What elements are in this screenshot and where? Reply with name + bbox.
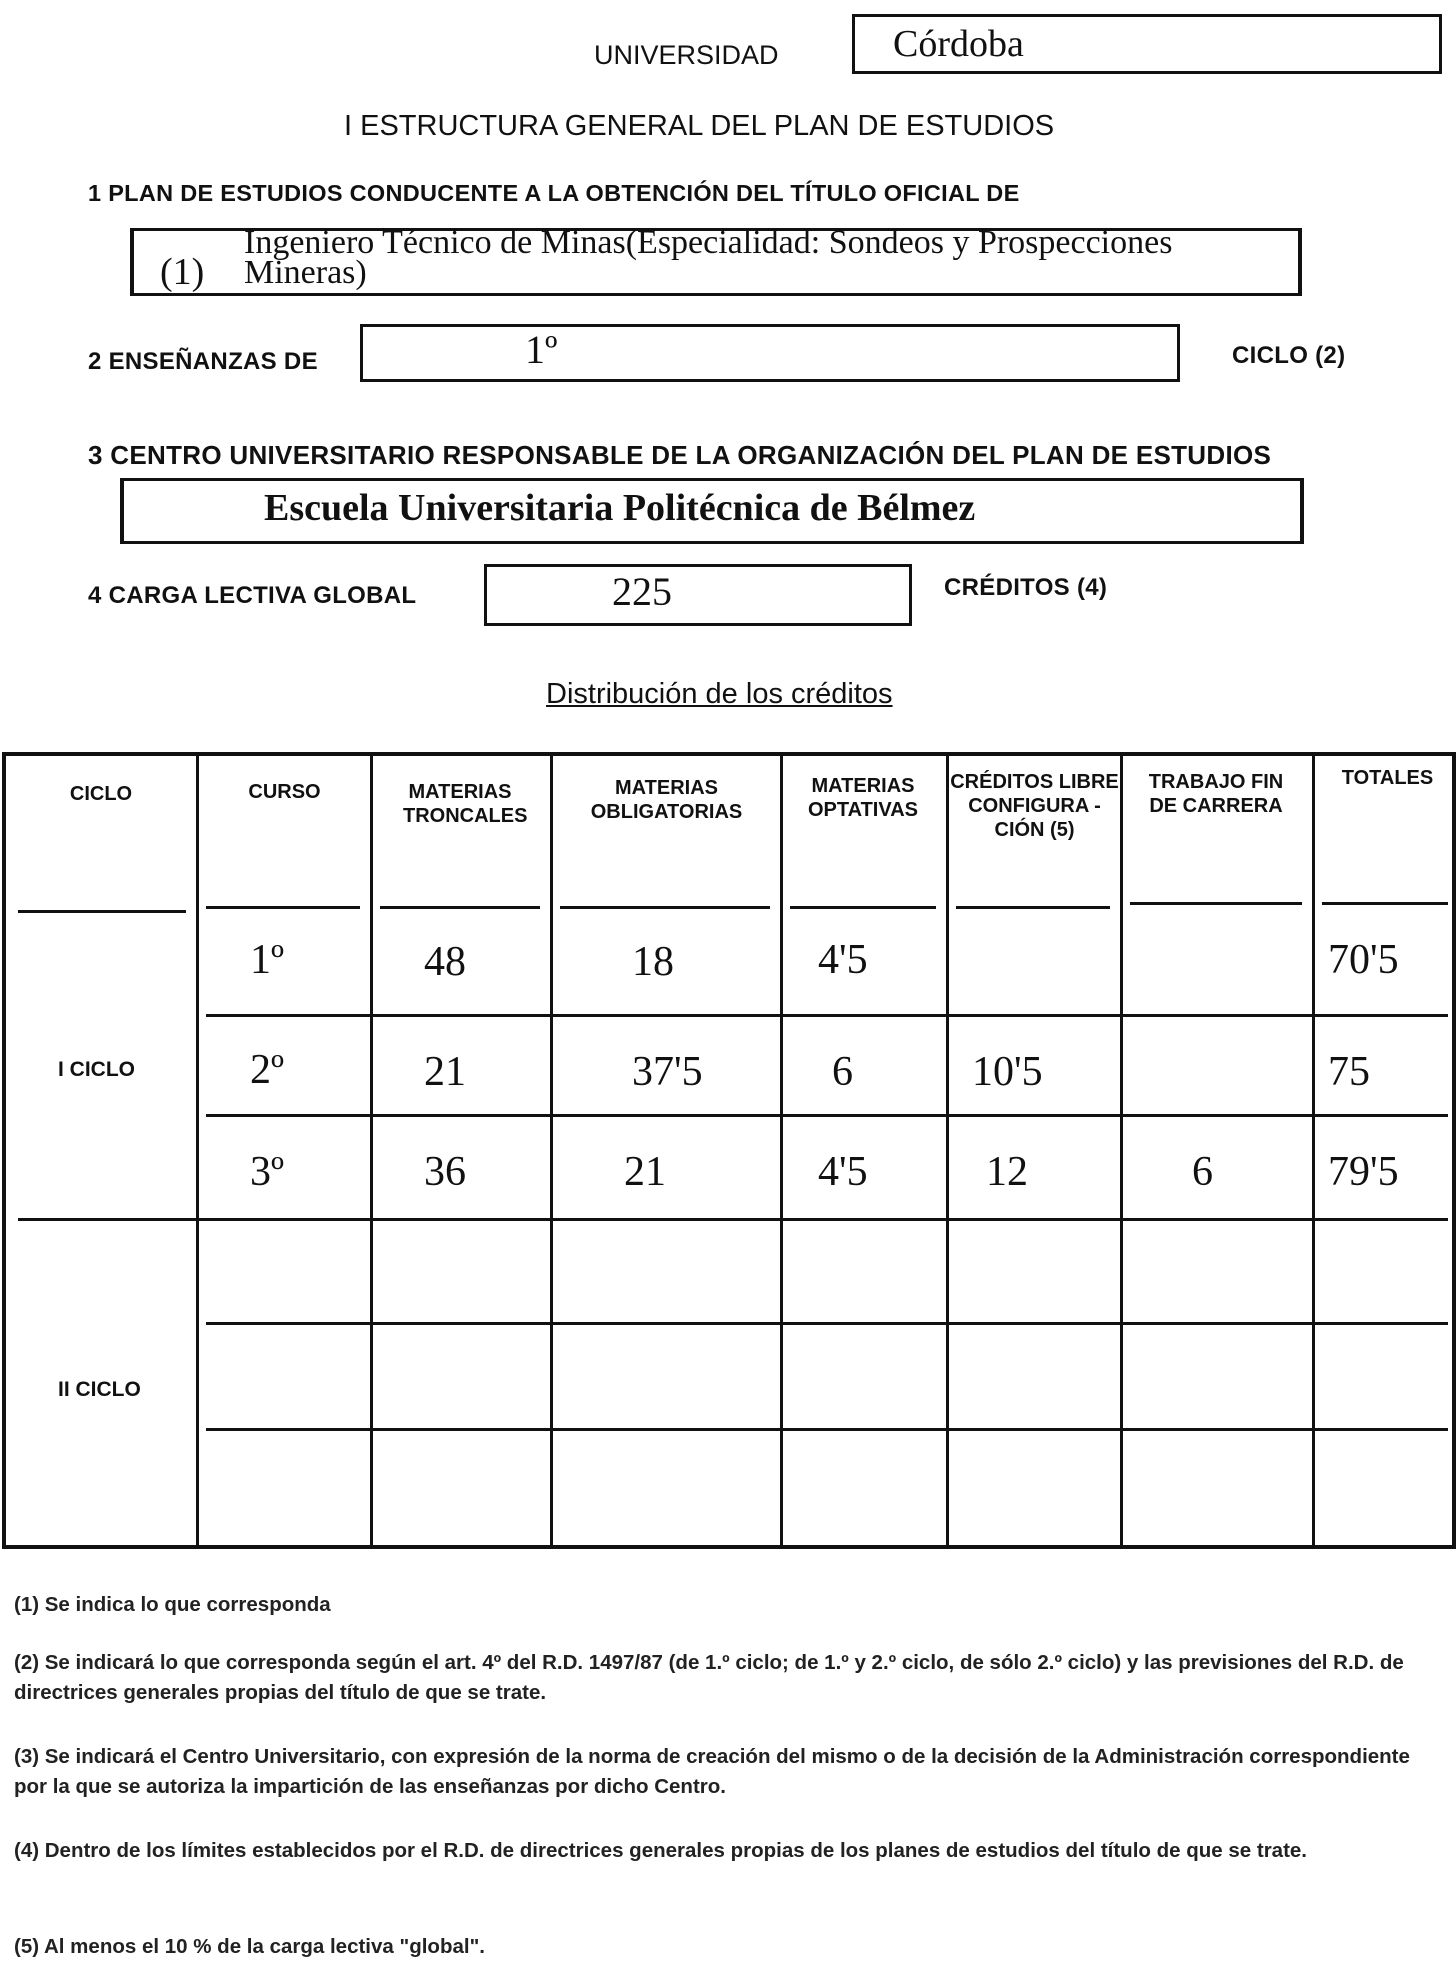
header-curso: CURSO [248, 781, 321, 803]
row-rule [206, 1014, 1448, 1017]
cell-curso: 3º [250, 1149, 285, 1195]
cell-libre: 10'5 [972, 1049, 1043, 1095]
universidad-label: UNIVERSIDAD [594, 40, 779, 70]
carga-value: 225 [612, 569, 672, 614]
universidad-value: Córdoba [893, 23, 1024, 65]
header-rule [380, 906, 540, 909]
ensenanzas-label: 2 ENSEÑANZAS DE [88, 348, 318, 375]
cell-libre: 12 [986, 1149, 1028, 1195]
footnote-2: (2) Se indicará lo que corresponda según el art. 4º del R.D. 1497/87 (de 1.º ciclo; de 1.º y 2.º ciclo, de sólo 2.º ciclo) y las previsiones del R.D. de directrices generales propias del título de que se trate. [14, 1651, 1404, 1704]
cell-curso: 2º [250, 1047, 285, 1093]
header-trabajo: TRABAJO FIN DE CARRERA [1148, 771, 1284, 817]
titulo-value: Ingeniero Técnico de Minas(Especialidad: Sondeos y Prospecciones Mineras) [244, 224, 1173, 291]
header-rule [560, 906, 770, 909]
row-rule [206, 1114, 1448, 1117]
ciclo-2-label: II CICLO [58, 1378, 141, 1401]
cell-troncales: 36 [424, 1149, 466, 1195]
cell-obligatorias: 21 [624, 1149, 666, 1195]
row-rule [206, 1322, 1448, 1325]
footnote-1: (1) Se indica lo que corresponda [14, 1593, 331, 1616]
ensenanzas-value: 1º [525, 327, 558, 372]
cell-optativas: 6 [832, 1049, 853, 1095]
header-rule [790, 906, 936, 909]
header-optativas: MATERIAS OPTATIVAS [808, 775, 918, 821]
col-divider [370, 756, 373, 1545]
cell-troncales: 21 [424, 1049, 466, 1095]
col-divider [780, 756, 783, 1545]
cell-totales: 70'5 [1328, 937, 1399, 983]
cell-totales: 79'5 [1328, 1149, 1399, 1195]
ciclo-suffix: CICLO (2) [1232, 342, 1346, 369]
distribution-table [2, 752, 1456, 1549]
titulo-label: 1 PLAN DE ESTUDIOS CONDUCENTE A LA OBTENCIÓN DEL TÍTULO OFICIAL DE [88, 180, 1020, 206]
header-rule [18, 910, 186, 913]
ciclo-boundary [18, 1218, 1448, 1221]
cell-obligatorias: 37'5 [632, 1049, 703, 1095]
footnote-5: (5) Al menos el 10 % de la carga lectiva "global". [14, 1935, 485, 1958]
cell-obligatorias: 18 [632, 939, 674, 985]
header-libre: CRÉDITOS LIBRE CONFIGURA -CIÓN (5) [950, 771, 1119, 841]
col-divider [550, 756, 553, 1545]
footnote-4: (4) Dentro de los límites establecidos por el R.D. de directrices generales propias de los planes de estudios del título de que se trate. [14, 1839, 1308, 1862]
header-troncales: MATERIAS TRONCALES [403, 781, 528, 827]
ensenanzas-box [360, 324, 1180, 382]
distribution-title: Distribución de los créditos [546, 678, 893, 710]
centro-value: Escuela Universitaria Politécnica de Bélmez [264, 487, 976, 529]
creditos-suffix: CRÉDITOS (4) [944, 574, 1108, 601]
header-rule [1130, 902, 1302, 905]
row-rule [206, 1428, 1448, 1431]
ciclo-1-label: I CICLO [58, 1058, 135, 1081]
carga-label: 4 CARGA LECTIVA GLOBAL [88, 582, 417, 609]
cell-troncales: 48 [424, 939, 466, 985]
titulo-marker: (1) [160, 251, 205, 293]
header-rule [1322, 902, 1448, 905]
section-title: I ESTRUCTURA GENERAL DEL PLAN DE ESTUDIOS [344, 110, 1055, 142]
cell-trabajo: 6 [1192, 1149, 1213, 1195]
cell-totales: 75 [1328, 1049, 1370, 1095]
cell-optativas: 4'5 [818, 937, 868, 983]
carga-box [484, 564, 912, 626]
cell-curso: 1º [250, 937, 285, 983]
header-totales: TOTALES [1341, 767, 1434, 789]
header-obligatorias: MATERIAS OBLIGATORIAS [590, 777, 743, 823]
header-ciclo: CICLO [69, 783, 133, 805]
header-rule [956, 906, 1110, 909]
header-rule [206, 906, 360, 909]
footnote-3: (3) Se indicará el Centro Universitario, con expresión de la norma de creación del mismo o de la decisión de la Administración correspondiente por la que se autoriza la impartición de las enseñanzas por dicho Centro. [14, 1745, 1410, 1798]
centro-label: 3 CENTRO UNIVERSITARIO RESPONSABLE DE LA ORGANIZACIÓN DEL PLAN DE ESTUDIOS [88, 440, 1272, 470]
col-divider [1312, 756, 1315, 1545]
col-divider [1120, 756, 1123, 1545]
col-divider [946, 756, 949, 1545]
cell-optativas: 4'5 [818, 1149, 868, 1195]
col-divider [196, 756, 199, 1545]
